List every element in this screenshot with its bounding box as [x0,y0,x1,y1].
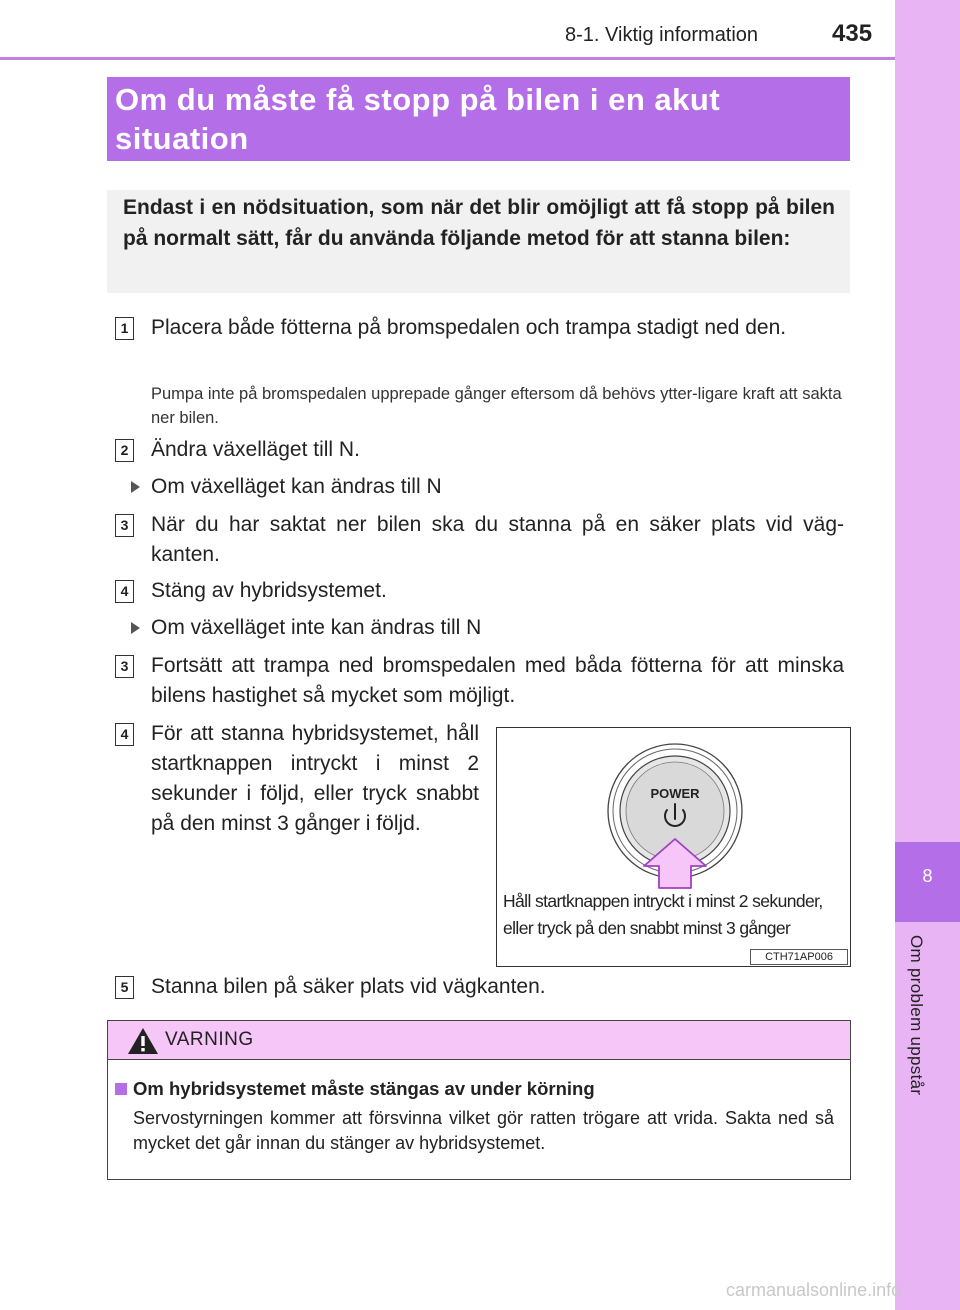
step-number: 4 [115,723,134,746]
warning-icon [127,1027,159,1055]
header-divider [0,57,895,60]
figure-caption-line-1: Håll startknappen intryckt i minst 2 sekunder, [503,891,823,911]
section-title: 8-1. Viktig information [565,24,759,46]
condition-heading: Om växelläget kan ändras till N [151,475,442,498]
step-number: 4 [115,580,134,603]
condition-heading: Om växelläget inte kan ändras till N [151,616,482,639]
step-text: Ändra växelläget till N. [151,438,360,461]
page-title [115,80,840,158]
power-button-label: POWER [650,786,700,801]
triangle-bullet-icon [131,481,140,493]
step-note: Pumpa inte på bromspedalen upprepade gånger eftersom då behövs ytter-ligare kraft att sakta ner bilen. [151,385,842,427]
step-text: För att stanna hybridsystemet, håll startknappen intryckt i minst 2 sekunder i följd, eller tryck snabbt på den minst 3 gånger i följd. [151,722,479,835]
chapter-number: 8 [922,866,933,886]
warning-title: Om hybridsystemet måste stängas av under körning [133,1078,595,1099]
step-number: 3 [115,514,134,537]
warning-label: VARNING [165,1029,254,1050]
triangle-bullet-icon [131,622,140,634]
page-title-line-1: Om du måste få stopp på bilen i en akut [115,82,721,117]
step-text: När du har saktat ner bilen ska du stanna på en säker plats vid väg-kanten. [151,513,844,566]
step-number: 5 [115,976,134,999]
step-number: 1 [115,317,134,340]
page-title-line-2: situation [115,121,249,156]
intro-text: Endast i en nödsituation, som när det blir omöjligt att få stopp på bilen på normalt sätt, får du använda följande metod för att stanna bilen: [123,196,835,250]
step-text: Fortsätt att trampa ned bromspedalen med båda fötterna för att minska bilens hastighet så mycket som möjligt. [151,654,844,707]
step-number: 3 [115,655,134,678]
page-number: 435 [832,20,873,47]
square-bullet-icon [115,1083,127,1095]
figure-code: CTH71AP006 [750,949,848,965]
chapter-label [898,935,928,1135]
figure-caption-line-2: eller tryck på den snabbt minst 3 gånger [503,918,791,938]
watermark: carmanualsonline.info [726,1280,902,1300]
step-text: Placera både fötterna på bromspedalen och trampa stadigt ned den. [151,316,787,339]
step-text: Stanna bilen på säker plats vid vägkanten. [151,975,546,998]
warning-body: Servostyrningen kommer att försvinna vilket gör ratten trögare att vrida. Sakta ned så mycket det går innan du stänger av hybridsystemet. [133,1108,834,1153]
step-number: 2 [115,439,134,462]
step-text: Stäng av hybridsystemet. [151,579,387,602]
chapter-label-text: Om problem uppstår [907,935,926,1096]
